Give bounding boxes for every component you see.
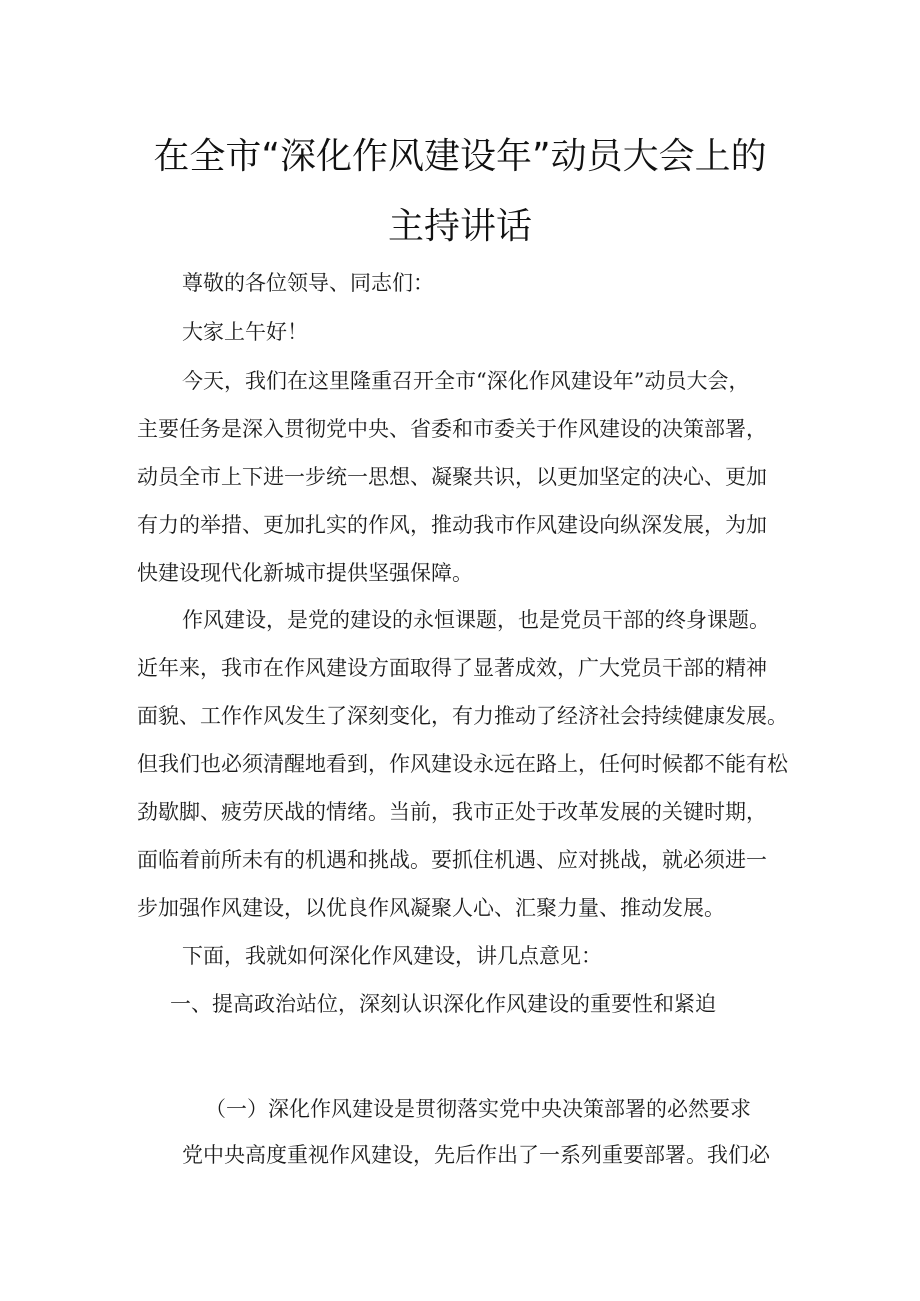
- subsection-1-text: 党中央高度重视作风建设，先后作出了一系列重要部署。我们必: [182, 1143, 770, 1167]
- greeting: 尊敬的各位领导、同志们：: [182, 271, 434, 295]
- document-title-line-2: 主持讲话: [387, 206, 532, 247]
- paragraph-2-line: 劲歇脚、疲劳厌战的情绪。当前，我市正处于改革发展的关键时期，: [137, 800, 767, 824]
- salutation: 大家上午好！: [182, 320, 308, 344]
- paragraph-2-line: 作风建设，是党的建设的永恒课题，也是党员干部的终身课题。: [182, 608, 770, 632]
- paragraph-2-line: 近年来，我市在作风建设方面取得了显著成效，广大党员干部的精神: [137, 656, 767, 680]
- paragraph-1-line: 主要任务是深入贯彻党中央、省委和市委关于作风建设的决策部署，: [137, 417, 767, 441]
- paragraph-1-line: 今天，我们在这里隆重召开全市“深化作风建设年”动员大会，: [182, 369, 750, 393]
- section-1-heading: 一、提高政治站位，深刻认识深化作风建设的重要性和紧迫: [170, 992, 716, 1016]
- paragraph-2-line: 面貌、工作作风发生了深刻变化，有力推动了经济社会持续健康发展。: [137, 704, 788, 728]
- paragraph-3: 下面，我就如何深化作风建设，讲几点意见：: [182, 944, 602, 968]
- paragraph-1-line: 快建设现代化新城市提供坚强保障。: [137, 561, 473, 585]
- document-title-line-1: 在全市“深化作风建设年”动员大会上的: [153, 136, 767, 177]
- paragraph-1-line: 有力的举措、更加扎实的作风，推动我市作风建设向纵深发展，为加: [137, 513, 767, 537]
- paragraph-2-line: 步加强作风建设，以优良作风凝聚人心、汇聚力量、推动发展。: [137, 896, 725, 920]
- paragraph-2-line: 面临着前所未有的机遇和挑战。要抓住机遇、应对挑战，就必须进一: [137, 848, 767, 872]
- paragraph-2-line: 但我们也必须清醒地看到，作风建设永远在路上，任何时候都不能有松: [137, 752, 788, 776]
- subsection-1-heading: （一）深化作风建设是贯彻落实党中央决策部署的必然要求: [205, 1097, 751, 1121]
- paragraph-1-line: 动员全市上下进一步统一思想、凝聚共识，以更加坚定的决心、更加: [137, 465, 767, 489]
